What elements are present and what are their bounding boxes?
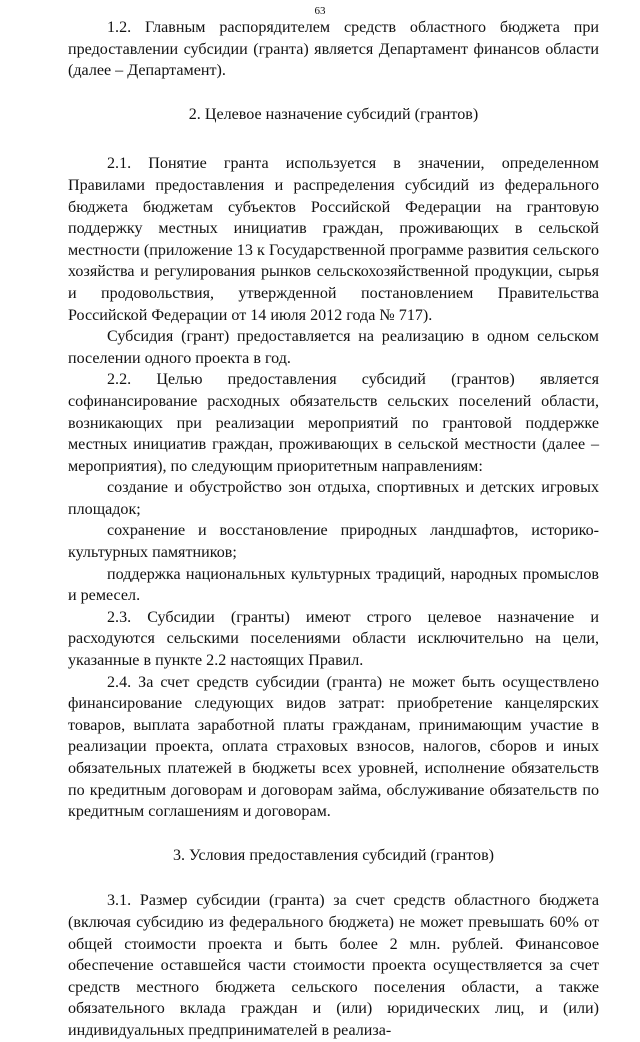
- page-number: 63: [314, 5, 326, 17]
- paragraph-2-4: 2.4. За счет средств субсидии (гранта) не может быть осуществлено финансирование следующих видов затрат: приобретение канцелярских товаров, выплата заработной платы гражданам, принимающим участие в реализации проекта, оплата страховых взносов, налогов, сборов и иных обязательных платежей в бюджеты всех уровней, исполнение обязательств по кредитным договорам и договорам займа, обслуживание обязательств по кредитным соглашениям и договорам.: [68, 673, 599, 821]
- section-heading-2: 2. Целевое назначение субсидий (грантов): [188, 105, 479, 123]
- paragraph-2-2: 2.2. Целью предоставления субсидий (грантов) является софинансирование расходных обязательств сельских поселений области, возникающих при реализации мероприятий по грантовой поддержке местных инициатив граждан, проживающих в сельской местности (далее – мероприятия), по следующим приоритетным направлениям:: [68, 371, 599, 475]
- paragraph-3-1: 3.1. Размер субсидии (гранта) за счет средств областного бюджета (включая субсидию из федерального бюджета) не может превышать 60% от общей стоимости проекта и быть более 2 млн. рублей. Финансовое обеспечение оставшейся части стоимости проекта осуществляется за счет средств местного бюджета сельского поселения области, а также обязательного вклада граждан и (или) юридических лиц, и (или) индивидуальных предпринимателей в реализа-: [68, 892, 599, 1039]
- paragraph-1-2: 1.2. Главным распорядителем средств областного бюджета при предоставлении субсидии (гранта) является Департамент финансов области (далее – Департамент).: [68, 19, 599, 80]
- section-heading-3: 3. Условия предоставления субсидий (грантов): [172, 846, 495, 864]
- paragraph-2-1: 2.1. Понятие гранта используется в значении, определенном Правилами предоставления и распределения субсидий из федерального бюджета бюджетам субъектов Российской Федерации на грантовую поддержку местных инициатив граждан, проживающих в сельской местности (приложение 13 к Государственной программе развития сельского хозяйства и регулирования рынков сельскохозяйственной продукции, сырья и продовольствия, утвержденной постановлением Правительства Российской Федерации от 14 июля 2012 года № 717).: [68, 155, 599, 324]
- direction-item-3: поддержка национальных культурных традиций, народных промыслов и ремесел.: [68, 565, 599, 605]
- direction-item-2: сохранение и восстановление природных ландшафтов, историко-культурных памятников;: [68, 522, 599, 562]
- document-body: [68, 17, 599, 1042]
- direction-item-1: создание и обустройство зон отдыха, спортивных и детских игровых площадок;: [68, 479, 599, 518]
- paragraph-2-3: 2.3. Субсидии (гранты) имеют строго целевое назначение и расходуются сельскими поселениями области исключительно на цели, указанные в пункте 2.2 настоящих Правил.: [68, 608, 599, 670]
- paragraph-grant-single: Субсидия (грант) предоставляется на реализацию в одном сельском поселении одного проекта в год.: [68, 328, 599, 367]
